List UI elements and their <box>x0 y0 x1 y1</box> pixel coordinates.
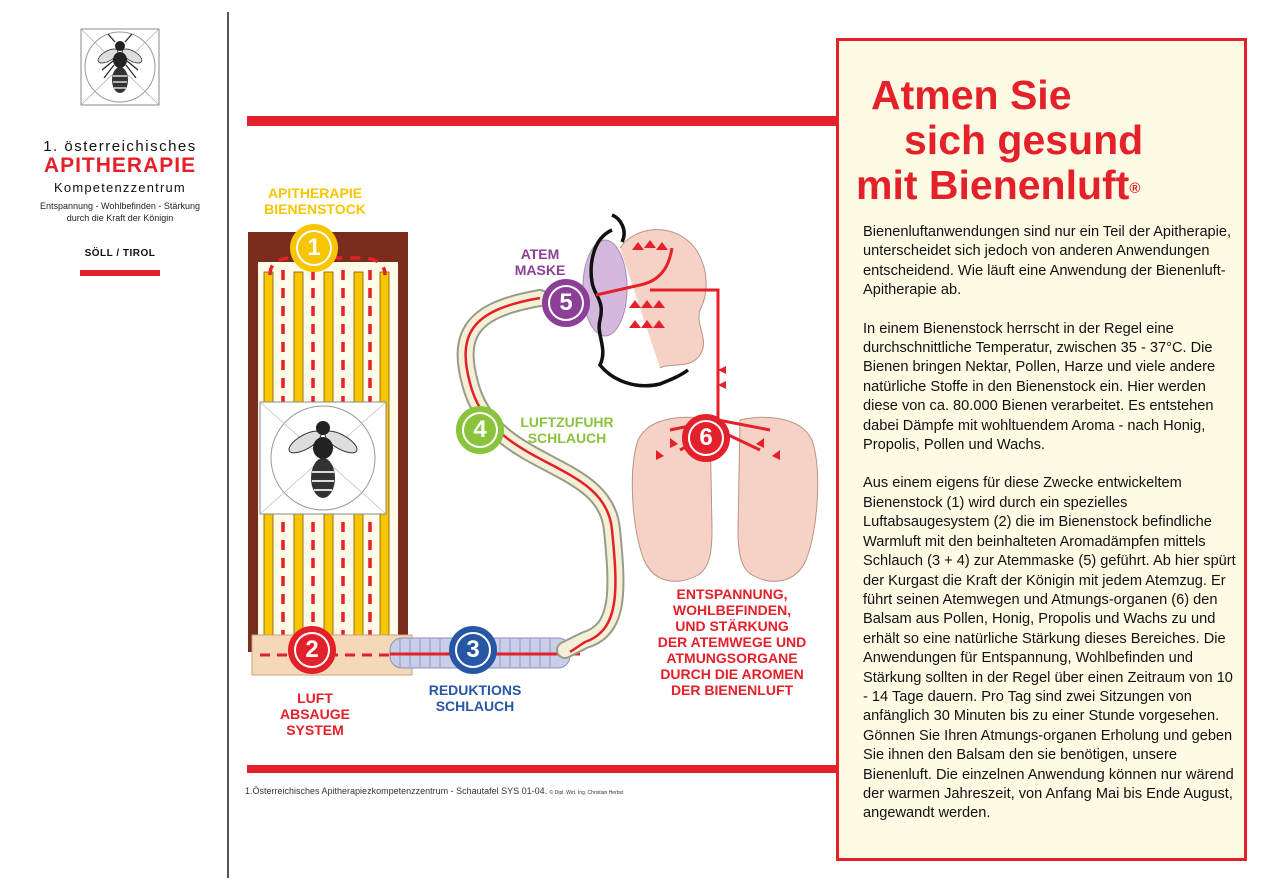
label-reduction <box>405 682 545 714</box>
label-hive-line-1: APITHERAPIE <box>267 185 363 201</box>
paragraph-hive: In einem Bienenstock herrscht in der Regel eine durchschnittliche Temperatur, zwischen 35 - 37°C. Die Bienen bringen Nektar, Pollen, Harze und viele andere natürliche Stoffe in den Bienenstock ein. Hier werden diese von ca. 80.000 Bienen verarbeitet. Es entstehen dabei Dämpfe mit wohltuendem Aroma - nach Honig, Propolis, Pollen und Wachs. <box>863 320 1216 454</box>
marker-6-number: 6 <box>699 424 713 451</box>
label-mask <box>500 246 580 278</box>
location-label: SÖLL / TIROL <box>84 248 156 259</box>
org-name: APITHERAPIE <box>43 154 197 177</box>
label-mask-line-1: ATEM <box>520 246 560 262</box>
label-air-hose-line-2: SCHLAUCH <box>527 430 607 446</box>
tagline-line-1: Entspannung - Wohlbefinden - Stärkung <box>40 201 200 211</box>
marker-4-number: 4 <box>473 416 487 443</box>
benefit-line: ENTSPANNUNG, <box>676 586 788 602</box>
paragraph-intro: Bienenluftanwendungen sind nur ein Teil der Apitherapie, unterscheidet sich jedoch von anderen Anwendungen entscheidend. Wie läuft eine Anwendung der Bienenluft-Apitherapie ab. <box>863 224 1232 299</box>
label-air-hose-line-1: LUFTZUFUHR <box>520 414 614 430</box>
headline-line-2: sich gesund <box>904 117 1144 163</box>
bottom-red-bar <box>247 765 839 773</box>
label-suction-line-1: LUFT <box>297 690 333 706</box>
org-line-1: 1. österreichisches <box>43 138 197 155</box>
benefit-line: WOHLBEFINDEN, <box>672 602 792 618</box>
footer-text: 1.Österreichisches Apitherapiezkompetenzzentrum - Schautafel SYS 01-04. <box>245 786 548 796</box>
label-reduction-line-2: SCHLAUCH <box>435 698 515 714</box>
marker-2-number: 2 <box>305 636 319 663</box>
top-red-bar <box>247 116 839 126</box>
org-line-3: Kompetenzzentrum <box>54 180 186 195</box>
benefit-line: DER ATEMWEGE UND <box>657 634 807 650</box>
headline-line-3 <box>856 163 1140 207</box>
footer <box>245 786 623 796</box>
label-hive <box>250 185 380 217</box>
label-suction-line-2: ABSAUGE <box>279 706 350 722</box>
paragraph-process: Aus einem eigens für diese Zwecke entwickeltem Bienenstock (1) wird durch ein spezielles Luftabsaugesystem (2) die im Bienenstock befindliche Warmluft mit den beinhalteten Aromadämpfen mittels Schlauch (3 + 4) zur Atemmaske (5) geführt. Ab hier spürt der Kurgast die Kraft der Königin mit jedem Atemzug. Er führt seinen Atemwegen und Atmungs-organen (6) den Balsam aus Pollen, Honig, Propolis und Wachs zu und erhält so eine natürliche Stärkung dieses Bereiches. Die Anwendungen für Entspannung, Wohlbefinden und Stärkung sollten in der Regel über einen Zeitraum von 10 - 14 Tage dauern. Pro Tag sind zwei Sitzungen von anfänglich 30 Minuten bis zu einer Stunde vorgesehen. Gönnen Sie Ihren Atmungs-organen Erholung und geben Sie ihnen den Balsam den sie benötigen, unsere Bienenluft. Die einzelnen Anwendung können nur wärend der warmen Jahreszeit, von Anfang Mai bis Ende August, angewandt werden. <box>863 475 1236 822</box>
benefit-line: UND STÄRKUNG <box>675 618 789 634</box>
tagline-line-2: durch die Kraft der Königin <box>66 213 174 223</box>
benefit-line: ATMUNGSORGANE <box>666 650 798 666</box>
bee-logo <box>80 28 160 106</box>
panel-body <box>863 223 1241 843</box>
label-air-hose <box>502 414 632 446</box>
marker-3-number: 3 <box>466 636 480 663</box>
footer-credit: © Dipl. Wirt. Ing. Christian Herbst <box>549 790 624 796</box>
location-underline <box>80 270 160 276</box>
info-panel <box>836 38 1247 861</box>
benefit-line: DURCH DIE AROMEN <box>660 666 804 682</box>
org-tagline <box>0 200 240 224</box>
label-hive-line-2: BIENENSTOCK <box>264 201 366 217</box>
marker-5-number: 5 <box>559 289 573 316</box>
bienenluft-diagram <box>240 130 840 760</box>
headline-line-3-text: mit Bienenluft <box>856 162 1130 208</box>
label-mask-line-2: MASKE <box>514 262 566 278</box>
headline-line-1: Atmen Sie <box>871 72 1072 118</box>
label-suction-line-3: SYSTEM <box>286 722 344 738</box>
marker-1-number: 1 <box>307 234 321 261</box>
label-suction <box>260 690 370 738</box>
label-benefits <box>632 586 832 698</box>
benefit-line: DER BIENENLUFT <box>670 682 794 698</box>
registered-mark: ® <box>1129 180 1141 197</box>
label-reduction-line-1: REDUKTIONS <box>428 682 522 698</box>
